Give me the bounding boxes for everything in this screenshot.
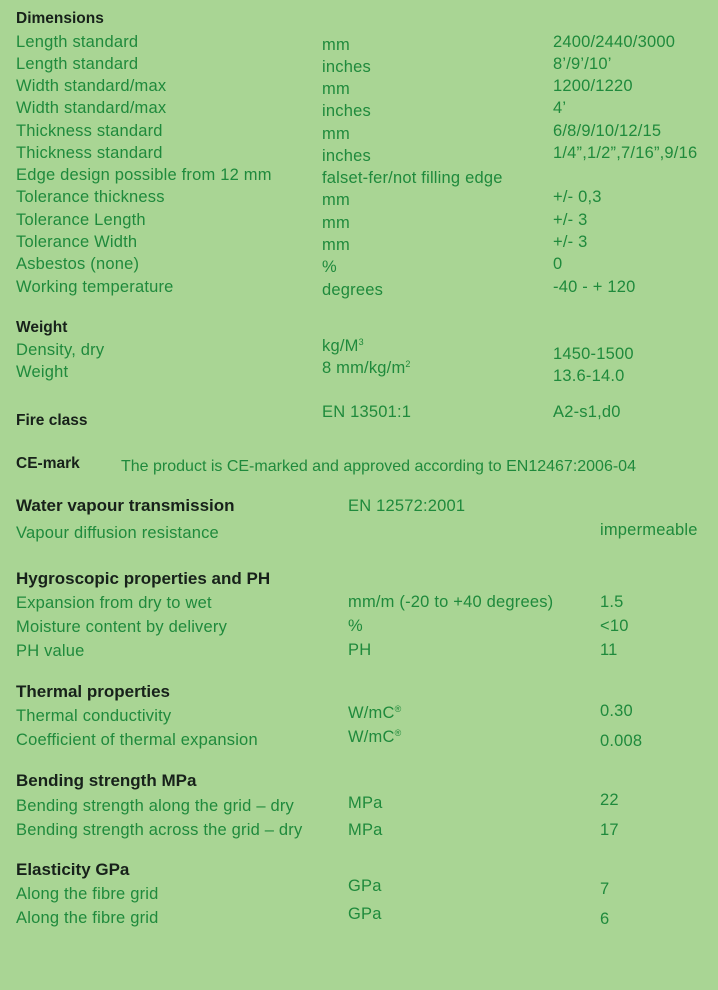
weight-unit: 8 $mm/kg/m^2$ — [322, 359, 411, 377]
weight-value: 13.6-14.0 — [553, 367, 625, 385]
dim-unit: inches — [322, 102, 371, 120]
dim-label: Length standard — [16, 33, 139, 51]
bending-unit: MPa — [348, 821, 383, 839]
water-value: impermeable — [600, 521, 698, 539]
weight-unit: $kg/M^3$ — [322, 337, 364, 355]
hygro-value: 1.5 — [600, 593, 624, 611]
dimensions-heading: Dimensions — [16, 10, 104, 27]
dim-value: -40 - + 120 — [553, 278, 636, 296]
dim-unit: inches — [322, 58, 371, 76]
dim-unit: degrees — [322, 281, 384, 299]
hygro-value: <10 — [600, 617, 629, 635]
fire-heading: Fire class — [16, 412, 88, 429]
dim-value: 1200/1220 — [553, 77, 633, 95]
dim-value: +/- 3 — [553, 211, 588, 229]
weight-label: Weight — [16, 363, 69, 381]
hygro-value: 11 — [600, 641, 618, 659]
weight-label: Density, dry — [16, 341, 105, 359]
dim-label: Tolerance Length — [16, 211, 146, 229]
dim-unit: mm — [322, 191, 350, 209]
hygro-unit: mm/m (-20 to +40 degrees) — [348, 593, 554, 611]
dim-value: 4’ — [553, 99, 567, 117]
fire-standard: EN 13501:1 — [322, 403, 412, 421]
dim-unit: mm — [322, 80, 350, 98]
dim-value: 6/8/9/10/12/15 — [553, 122, 662, 140]
dim-label: Thickness standard — [16, 122, 163, 140]
thermal-unit: W/mC® — [348, 728, 402, 746]
dim-unit: mm — [322, 125, 350, 143]
dim-label: Length standard — [16, 55, 139, 73]
dim-label: Asbestos (none) — [16, 255, 140, 273]
hygro-label: Moisture content by delivery — [16, 618, 228, 636]
thermal-label: Thermal conductivity — [16, 707, 172, 725]
elasticity-heading: Elasticity GPa — [16, 860, 130, 879]
bending-value: 17 — [600, 821, 619, 839]
dim-unit: falset-fer/not filling edge — [322, 169, 503, 187]
ce-text: The product is CE-marked and approved according to EN12467:2006-04 — [121, 458, 636, 475]
weight-value: 1450-1500 — [553, 345, 634, 363]
bending-label: Bending strength along the grid – dry — [16, 797, 294, 815]
water-label: Vapour diffusion resistance — [16, 524, 219, 542]
hygro-heading: Hygroscopic properties and PH — [16, 569, 271, 588]
dim-label: Width standard/max — [16, 99, 167, 117]
dim-value: 1/4”,1/2”,7/16”,9/16 — [553, 144, 698, 162]
thermal-heading: Thermal properties — [16, 682, 170, 701]
elasticity-label: Along the fibre grid — [16, 909, 159, 927]
weight-heading: Weight — [16, 319, 68, 336]
thermal-unit: W/mC® — [348, 704, 402, 722]
dim-unit: mm — [322, 36, 350, 54]
dim-value: +/- 3 — [553, 233, 588, 251]
water-standard: EN 12572:2001 — [348, 497, 466, 515]
bending-label: Bending strength across the grid – dry — [16, 821, 303, 839]
dim-value: 2400/2440/3000 — [553, 33, 676, 51]
elasticity-unit: GPa — [348, 877, 382, 895]
dim-label: Width standard/max — [16, 77, 167, 95]
bending-unit: MPa — [348, 794, 383, 812]
dim-label: Tolerance Width — [16, 233, 138, 251]
fire-value: A2-s1,d0 — [553, 403, 621, 421]
elasticity-value: 6 — [600, 910, 610, 928]
elasticity-value: 7 — [600, 880, 610, 898]
thermal-label: Coefficient of thermal expansion — [16, 731, 258, 749]
thermal-value: 0.30 — [600, 702, 633, 720]
dim-unit: inches — [322, 147, 371, 165]
elasticity-label: Along the fibre grid — [16, 885, 159, 903]
dim-label: Thickness standard — [16, 144, 163, 162]
bending-heading: Bending strength MPa — [16, 771, 197, 790]
hygro-label: PH value — [16, 642, 85, 660]
dim-value: 8’/9’/10’ — [553, 55, 612, 73]
dim-unit: mm — [322, 214, 350, 232]
elasticity-unit: GPa — [348, 905, 382, 923]
bending-value: 22 — [600, 791, 619, 809]
dim-value: 0 — [553, 255, 563, 273]
water-heading: Water vapour transmission — [16, 496, 235, 515]
ce-heading: CE-mark — [16, 455, 80, 472]
thermal-value: 0.008 — [600, 732, 643, 750]
dim-label: Tolerance thickness — [16, 188, 165, 206]
dim-unit: mm — [322, 236, 350, 254]
hygro-unit: % — [348, 617, 363, 635]
dim-label: Edge design possible from 12 mm — [16, 166, 272, 184]
dim-value: +/- 0,3 — [553, 188, 602, 206]
hygro-label: Expansion from dry to wet — [16, 594, 212, 612]
hygro-unit: PH — [348, 641, 372, 659]
dim-label: Working temperature — [16, 278, 174, 296]
dim-unit: % — [322, 258, 337, 276]
